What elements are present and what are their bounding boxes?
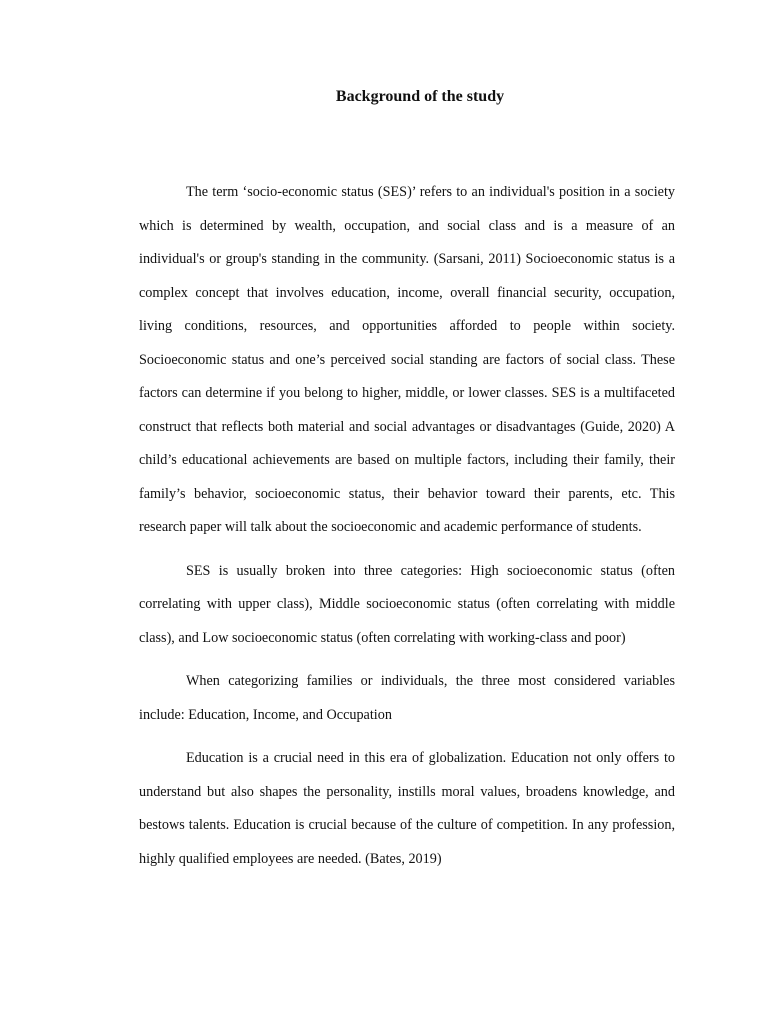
paragraph-ses-variables: When categorizing families or individuals, the three most considered variables include: Education, Income, and Occupation: [139, 673, 675, 723]
page-title: Background of the study: [335, 88, 505, 105]
paragraph-education: Education is a crucial need in this era of globalization. Education not only offers to understand but also shapes the personality, instills moral values, broadens knowledge, and bestows talents. Education is crucial because of the culture of competition. In any profession, highly qualified employees are needed. (Bates, 2019): [139, 750, 675, 867]
body-text: [139, 176, 675, 886]
paragraph-ses-definition: The term ‘socio-economic status (SES)’ refers to an individual's position in a society which is determined by wealth, occupation, and social class and is a measure of an individual's or group's standing in the community. (Sarsani, 2011) Socioeconomic status is a complex concept that involves education, income, overall financial security, occupation, living conditions, resources, and opportunities afforded to people within society. Socioeconomic status and one’s perceived social standing are factors of social class. These factors can determine if you belong to higher, middle, or lower classes. SES is a multifaceted construct that reflects both material and social advantages or disadvantages (Guide, 2020) A child’s educational achievements are based on multiple factors, including their family, their family’s behavior, socioeconomic status, their behavior toward their parents, etc. This research paper will talk about the socioeconomic and academic performance of students.: [139, 184, 675, 535]
paragraph-ses-categories: SES is usually broken into three categories: High socioeconomic status (often correlating with upper class), Middle socioeconomic status (often correlating with middle class), and Low socioeconomic status (often correlating with working-class and poor): [139, 562, 675, 646]
